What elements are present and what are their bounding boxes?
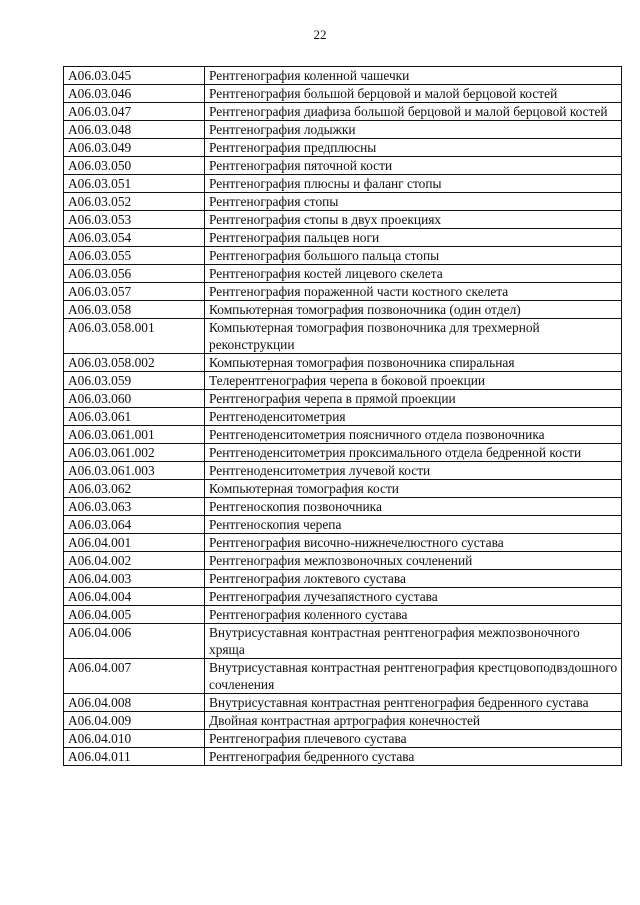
service-code: A06.04.011 [64,748,205,766]
table-row [64,157,622,175]
table-row [64,694,622,712]
service-code: A06.03.057 [64,283,205,301]
service-name: Рентгенография большой берцовой и малой берцовой костей [205,85,622,103]
table-row [64,103,622,121]
service-code: A06.03.058.002 [64,354,205,372]
service-name: Рентгенография черепа в прямой проекции [205,390,622,408]
service-code: A06.04.001 [64,534,205,552]
service-name: Рентгенография межпозвоночных сочленений [205,552,622,570]
service-code: A06.03.059 [64,372,205,390]
service-name: Компьютерная томография позвоночника спиральная [205,354,622,372]
service-code: A06.04.003 [64,570,205,588]
table-row [64,659,622,694]
table-row [64,283,622,301]
service-code: A06.03.062 [64,480,205,498]
service-code: A06.03.048 [64,121,205,139]
table-row [64,175,622,193]
service-code: A06.03.050 [64,157,205,175]
table-row [64,498,622,516]
service-name: Рентгенография пальцев ноги [205,229,622,247]
service-name: Рентгенография височно-нижнечелюстного сустава [205,534,622,552]
service-name: Рентгеноскопия позвоночника [205,498,622,516]
service-name: Рентгенография бедренного сустава [205,748,622,766]
service-name: Рентгенография стопы [205,193,622,211]
service-name: Рентгеноденситометрия проксимального отдела бедренной кости [205,444,622,462]
service-code: A06.04.007 [64,659,205,694]
service-name: Компьютерная томография позвоночника для трехмерной реконструкции [205,319,622,354]
service-name: Рентгенография плюсны и фаланг стопы [205,175,622,193]
service-name: Внутрисуставная контрастная рентгенография межпозвоночного хряща [205,624,622,659]
service-code: A06.04.009 [64,712,205,730]
service-name: Рентгенография лодыжки [205,121,622,139]
service-code: A06.03.047 [64,103,205,121]
service-name: Рентгенография пораженной части костного скелета [205,283,622,301]
table-row [64,624,622,659]
table-row [64,85,622,103]
table-row [64,552,622,570]
table-row [64,516,622,534]
service-code: A06.03.055 [64,247,205,265]
service-name: Рентгенография плечевого сустава [205,730,622,748]
table-row [64,712,622,730]
service-name: Компьютерная томография позвоночника (один отдел) [205,301,622,319]
service-code: A06.03.061.003 [64,462,205,480]
service-name: Двойная контрастная артрография конечностей [205,712,622,730]
table-row [64,211,622,229]
service-name: Внутрисуставная контрастная рентгенография бедренного сустава [205,694,622,712]
service-name: Компьютерная томография кости [205,480,622,498]
service-code: A06.03.046 [64,85,205,103]
service-name: Рентгеноденситометрия [205,408,622,426]
service-code: A06.03.045 [64,67,205,85]
service-name: Рентгеноскопия черепа [205,516,622,534]
page-number: 22 [313,27,327,42]
service-name: Внутрисуставная контрастная рентгенография крестцовоподвздошного сочленения [205,659,622,694]
service-code: A06.03.060 [64,390,205,408]
table-row [64,247,622,265]
table-row [64,426,622,444]
service-code: A06.03.051 [64,175,205,193]
service-name: Рентгенография лучезапястного сустава [205,588,622,606]
service-name: Рентгеноденситометрия поясничного отдела позвоночника [205,426,622,444]
services-table-body [64,67,622,766]
table-row [64,354,622,372]
table-row [64,408,622,426]
table-row [64,229,622,247]
service-name: Рентгеноденситометрия лучевой кости [205,462,622,480]
table-row [64,444,622,462]
service-code: A06.03.049 [64,139,205,157]
table-row [64,265,622,283]
service-code: A06.03.058 [64,301,205,319]
table-row [64,372,622,390]
service-code: A06.03.058.001 [64,319,205,354]
service-name: Рентгенография пяточной кости [205,157,622,175]
table-row [64,606,622,624]
service-code: A06.03.063 [64,498,205,516]
service-name: Рентгенография коленного сустава [205,606,622,624]
table-row [64,301,622,319]
service-code: A06.03.054 [64,229,205,247]
service-name: Рентгенография диафиза большой берцовой и малой берцовой костей [205,103,622,121]
service-name: Рентгенография большого пальца стопы [205,247,622,265]
table-row [64,462,622,480]
service-name: Рентгенография стопы в двух проекциях [205,211,622,229]
service-name: Рентгенография костей лицевого скелета [205,265,622,283]
service-name: Рентгенография предплюсны [205,139,622,157]
service-code: A06.04.008 [64,694,205,712]
service-name: Телерентгенография черепа в боковой проекции [205,372,622,390]
services-table [63,66,622,766]
table-row [64,748,622,766]
table-row [64,480,622,498]
service-name: Рентгенография локтевого сустава [205,570,622,588]
table-row [64,319,622,354]
table-row [64,390,622,408]
table-row [64,730,622,748]
service-code: A06.04.004 [64,588,205,606]
table-row [64,67,622,85]
table-row [64,534,622,552]
service-code: A06.03.064 [64,516,205,534]
service-code: A06.03.052 [64,193,205,211]
table-row [64,121,622,139]
table-row [64,193,622,211]
service-code: A06.03.061.001 [64,426,205,444]
table-row [64,588,622,606]
table-row [64,139,622,157]
service-code: A06.03.061 [64,408,205,426]
service-code: A06.03.053 [64,211,205,229]
service-code: A06.04.005 [64,606,205,624]
service-code: A06.04.006 [64,624,205,659]
table-row [64,570,622,588]
service-code: A06.04.002 [64,552,205,570]
service-code: A06.03.061.002 [64,444,205,462]
service-code: A06.03.056 [64,265,205,283]
service-name: Рентгенография коленной чашечки [205,67,622,85]
service-code: A06.04.010 [64,730,205,748]
